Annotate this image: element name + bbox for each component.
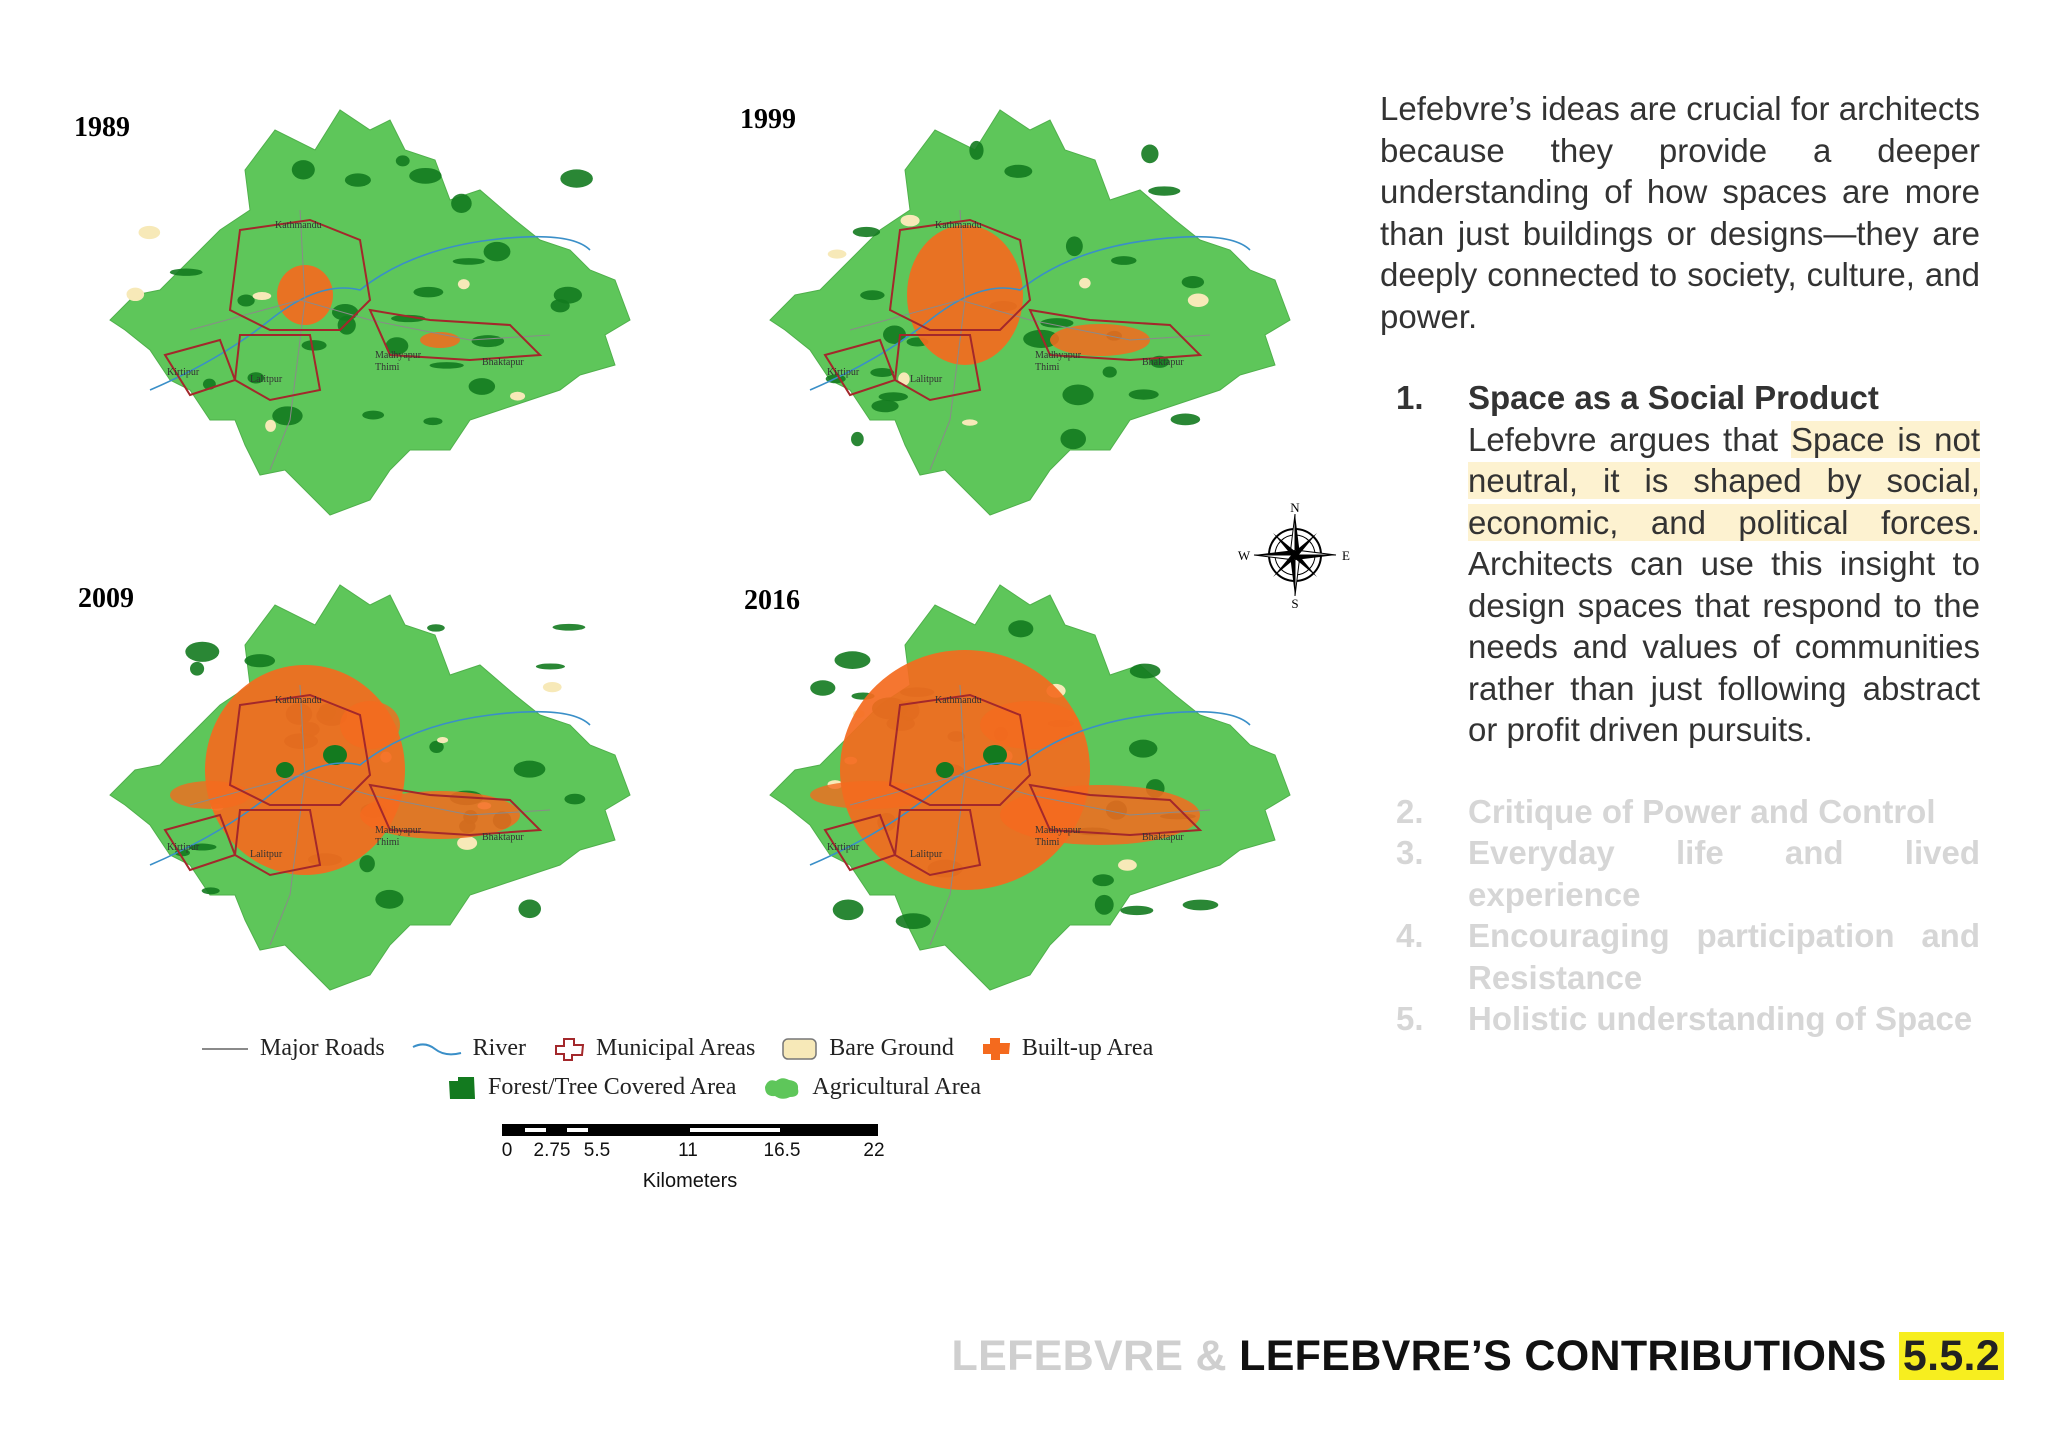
bare-ground-patch [543, 682, 562, 692]
bare-ground-patch [458, 279, 470, 289]
forest-patch [1129, 389, 1159, 399]
forest-patch [362, 411, 384, 420]
list-item-title: Critique of Power and Control [1468, 792, 1936, 830]
city-label-thimi: Thimi [1035, 837, 1060, 848]
forest-patch [1148, 186, 1180, 195]
land-cover-map [60, 565, 660, 1035]
city-label-kathmandu: Kathmandu [275, 220, 322, 231]
map-panel-1989 [60, 90, 660, 550]
list-item-body [1468, 419, 1980, 751]
scale-tick: 5.5 [583, 1140, 611, 1161]
forest-patch [835, 651, 871, 669]
scale-bar [500, 1124, 885, 1193]
forest-patch [484, 242, 511, 261]
city-label-thimi: Thimi [375, 362, 400, 373]
land-cover-map [60, 90, 660, 550]
compass-rose [1237, 500, 1350, 611]
map-year-label: 1989 [74, 112, 130, 143]
list-item-title: Space as a Social Product [1468, 379, 1879, 416]
bare-ground-patch [253, 292, 272, 300]
forest-patch [514, 761, 546, 778]
forest-patch [1111, 256, 1137, 265]
forest-patch [1129, 740, 1157, 758]
scale-unit: Kilometers [642, 1170, 738, 1192]
forest-patch [1095, 895, 1114, 915]
bare-ground-patch [1118, 859, 1137, 870]
highlighted-text: Space is not neutral, it is shaped by social, economic, and political forces. [1468, 420, 1980, 541]
bare-ground-patch [828, 249, 847, 258]
map-panel-2016 [720, 565, 1320, 1035]
forest-patch [237, 294, 254, 306]
scale-tick: 16.5 [763, 1140, 801, 1161]
legend-item-major-roads [200, 1035, 385, 1062]
forest-patch [1062, 385, 1093, 406]
agricultural-swatch-icon [762, 1075, 802, 1101]
compass-n: N [1290, 500, 1300, 515]
forest-patch [936, 762, 954, 778]
forest-patch [292, 160, 315, 179]
forest-swatch-icon [446, 1075, 478, 1101]
list-item-number: 3. [1396, 834, 1424, 871]
forest-patch [396, 155, 410, 166]
list-item [1380, 832, 1980, 915]
bare-ground-patch [265, 420, 276, 432]
forest-patch [472, 335, 505, 347]
city-label-lalitpur: Lalitpur [910, 374, 943, 385]
forest-patch [451, 194, 472, 213]
built-up-north [340, 701, 400, 749]
forest-patch [860, 290, 884, 300]
forest-patch [332, 304, 358, 320]
forest-patch [423, 417, 442, 425]
footer-title: LEFEBVRE’S CONTRIBUTIONS [1239, 1332, 1887, 1380]
forest-patch [202, 887, 220, 894]
city-label-kirtipur: Kirtipur [167, 367, 200, 378]
list-item-title: Encouraging participation and Resistance [1468, 917, 1980, 996]
list-item-number: 5. [1396, 1000, 1424, 1037]
bare-ground-patch [437, 737, 448, 743]
map-panel-1999 [720, 90, 1320, 550]
forest-patch [323, 745, 347, 765]
list-item-number: 2. [1396, 792, 1424, 830]
city-label-madhyapur: Madhyapur [375, 350, 422, 361]
bare-ground-patch [1079, 278, 1091, 289]
list-item-number: 1. [1396, 379, 1424, 416]
legend-label: Forest/Tree Covered Area [488, 1074, 737, 1100]
bare-ground-patch [962, 419, 978, 425]
agricultural-area [110, 110, 630, 515]
bare-ground-patch [139, 226, 161, 239]
list-item [1380, 998, 1980, 1040]
city-label-kathmandu: Kathmandu [275, 695, 322, 706]
forest-patch [302, 340, 327, 350]
forest-patch [427, 624, 445, 631]
road-line-icon [200, 1039, 250, 1059]
city-label-thimi: Thimi [1035, 362, 1060, 373]
city-label-bhaktapur: Bhaktapur [1142, 357, 1184, 368]
forest-patch [413, 287, 443, 297]
forest-patch [983, 745, 1007, 765]
forest-patch [1141, 144, 1158, 163]
forest-patch [564, 794, 585, 805]
forest-patch [375, 890, 403, 909]
intro-paragraph: Lefebvre’s ideas are crucial for architects because they provide a deeper understanding of how spaces are more than just buildings or designs—they are deeply connected to society, culture, and power. [1380, 90, 1980, 335]
city-label-thimi: Thimi [375, 837, 400, 848]
map-year-label: 2016 [744, 585, 800, 616]
forest-patch [430, 362, 464, 369]
built-up-north [980, 701, 1080, 749]
land-cover-map [720, 90, 1320, 550]
map-panel-2009 [60, 565, 660, 1035]
forest-patch [1092, 874, 1114, 886]
built-up-swatch-icon [980, 1036, 1012, 1062]
legend-label: Bare Ground [829, 1035, 954, 1061]
forest-patch [833, 899, 864, 920]
city-label-kirtipur: Kirtipur [827, 367, 860, 378]
forest-patch [345, 173, 371, 186]
forest-patch [1008, 620, 1033, 637]
bare-ground-patch [1188, 294, 1209, 307]
forest-patch [853, 227, 880, 237]
forest-patch [871, 400, 898, 412]
text-column [1380, 88, 1980, 1040]
forest-patch [1182, 276, 1204, 288]
forest-patch [969, 141, 983, 160]
forest-patch [1183, 900, 1219, 911]
scale-seg-white [525, 1128, 546, 1132]
list-item-number: 4. [1396, 917, 1424, 954]
legend-item-agricultural [762, 1074, 981, 1101]
compass-w: W [1237, 548, 1251, 563]
legend-label: Major Roads [260, 1035, 385, 1061]
bare-ground-swatch-icon [781, 1036, 819, 1062]
scale-bar-graphic [502, 1124, 878, 1136]
city-label-lalitpur: Lalitpur [910, 849, 943, 860]
compass-rose-icon [1237, 500, 1350, 611]
forest-patch [469, 378, 495, 395]
city-label-bhaktapur: Bhaktapur [482, 357, 524, 368]
map-layer [110, 110, 630, 515]
body-text: Architects can use this insight to design spaces that respond to the needs and values of communities rather than just following abstract or profit driven pursuits. [1468, 545, 1980, 748]
legend-label: Agricultural Area [812, 1074, 981, 1100]
forest-patch [170, 269, 203, 276]
city-label-kirtipur: Kirtipur [167, 842, 200, 853]
scale-seg-white [690, 1128, 780, 1132]
scale-tick: 2.75 [533, 1140, 571, 1161]
list-item [1380, 915, 1980, 998]
city-label-lalitpur: Lalitpur [250, 849, 283, 860]
forest-patch [518, 900, 541, 919]
forest-patch [554, 287, 582, 304]
compass-e: E [1342, 548, 1350, 563]
forest-patch [1130, 664, 1161, 679]
city-label-kirtipur: Kirtipur [827, 842, 860, 853]
forest-patch [409, 168, 441, 184]
legend-item-forest [446, 1074, 736, 1101]
forest-patch [879, 392, 908, 401]
forest-patch [1171, 414, 1201, 426]
map-year-label: 2009 [78, 583, 134, 614]
map-layer [110, 585, 630, 990]
forest-patch [272, 406, 302, 425]
legend-item-bare-ground [781, 1035, 954, 1062]
legend-label: Built-up Area [1021, 1035, 1154, 1061]
city-label-kathmandu: Kathmandu [935, 695, 982, 706]
list-item-space-social-product [1380, 377, 1980, 751]
map-layer [770, 585, 1290, 990]
scale-seg-white [567, 1128, 588, 1132]
forest-patch [359, 855, 374, 872]
forest-patch [244, 654, 275, 667]
municipal-outline-icon [552, 1036, 586, 1062]
city-label-lalitpur: Lalitpur [250, 374, 283, 385]
scale-tick: 0 [501, 1140, 513, 1161]
legend-row-1 [200, 1035, 1179, 1062]
legend-item-built-up [980, 1035, 1153, 1062]
dimmed-list [1380, 791, 1980, 1040]
city-label-bhaktapur: Bhaktapur [1142, 832, 1184, 843]
forest-patch [536, 663, 565, 669]
forest-patch [553, 624, 586, 631]
land-cover-map [720, 565, 1320, 1035]
forest-patch [1103, 367, 1117, 378]
list-item [1380, 791, 1980, 833]
bare-ground-patch [901, 215, 920, 227]
bare-ground-patch [457, 836, 477, 850]
forest-patch [896, 913, 931, 929]
legend-label: River [472, 1035, 526, 1061]
page-footer-title [952, 1332, 2004, 1381]
scale-tick: 22 [863, 1140, 885, 1161]
list-item-title: Holistic understanding of Space [1468, 1000, 1973, 1037]
body-text: Lefebvre argues that [1468, 420, 1791, 458]
compass-s: S [1291, 596, 1299, 611]
city-label-madhyapur: Madhyapur [1035, 825, 1082, 836]
forest-patch [1066, 236, 1083, 256]
legend-label: Municipal Areas [595, 1035, 756, 1061]
built-up-west [170, 781, 250, 809]
forest-patch [1060, 429, 1086, 449]
forest-patch [1004, 165, 1032, 178]
map-layer [770, 110, 1290, 515]
river-line-icon [411, 1039, 463, 1059]
city-label-bhaktapur: Bhaktapur [482, 832, 524, 843]
city-label-madhyapur: Madhyapur [375, 825, 422, 836]
forest-patch [185, 642, 219, 662]
legend-item-municipal [552, 1035, 755, 1062]
legend-row-2 [446, 1074, 1007, 1101]
forest-patch [453, 258, 485, 265]
city-label-kathmandu: Kathmandu [935, 220, 982, 231]
forest-patch [810, 680, 835, 696]
footer-page-number: 5.5.2 [1899, 1332, 2004, 1380]
legend-item-river [411, 1035, 526, 1062]
forest-patch [276, 762, 294, 778]
bare-ground-patch [126, 288, 144, 301]
forest-patch [1120, 906, 1153, 915]
forest-patch [560, 169, 593, 187]
forest-patch [190, 662, 204, 676]
bare-ground-patch [510, 392, 525, 401]
footer-section: LEFEBVRE & [951, 1332, 1240, 1380]
city-label-madhyapur: Madhyapur [1035, 350, 1082, 361]
forest-patch [851, 432, 864, 446]
scale-tick: 11 [678, 1140, 698, 1161]
scale-tick-labels [500, 1140, 885, 1166]
list-item-title: Everyday life and lived experience [1468, 834, 1980, 913]
map-year-label: 1999 [740, 104, 796, 135]
